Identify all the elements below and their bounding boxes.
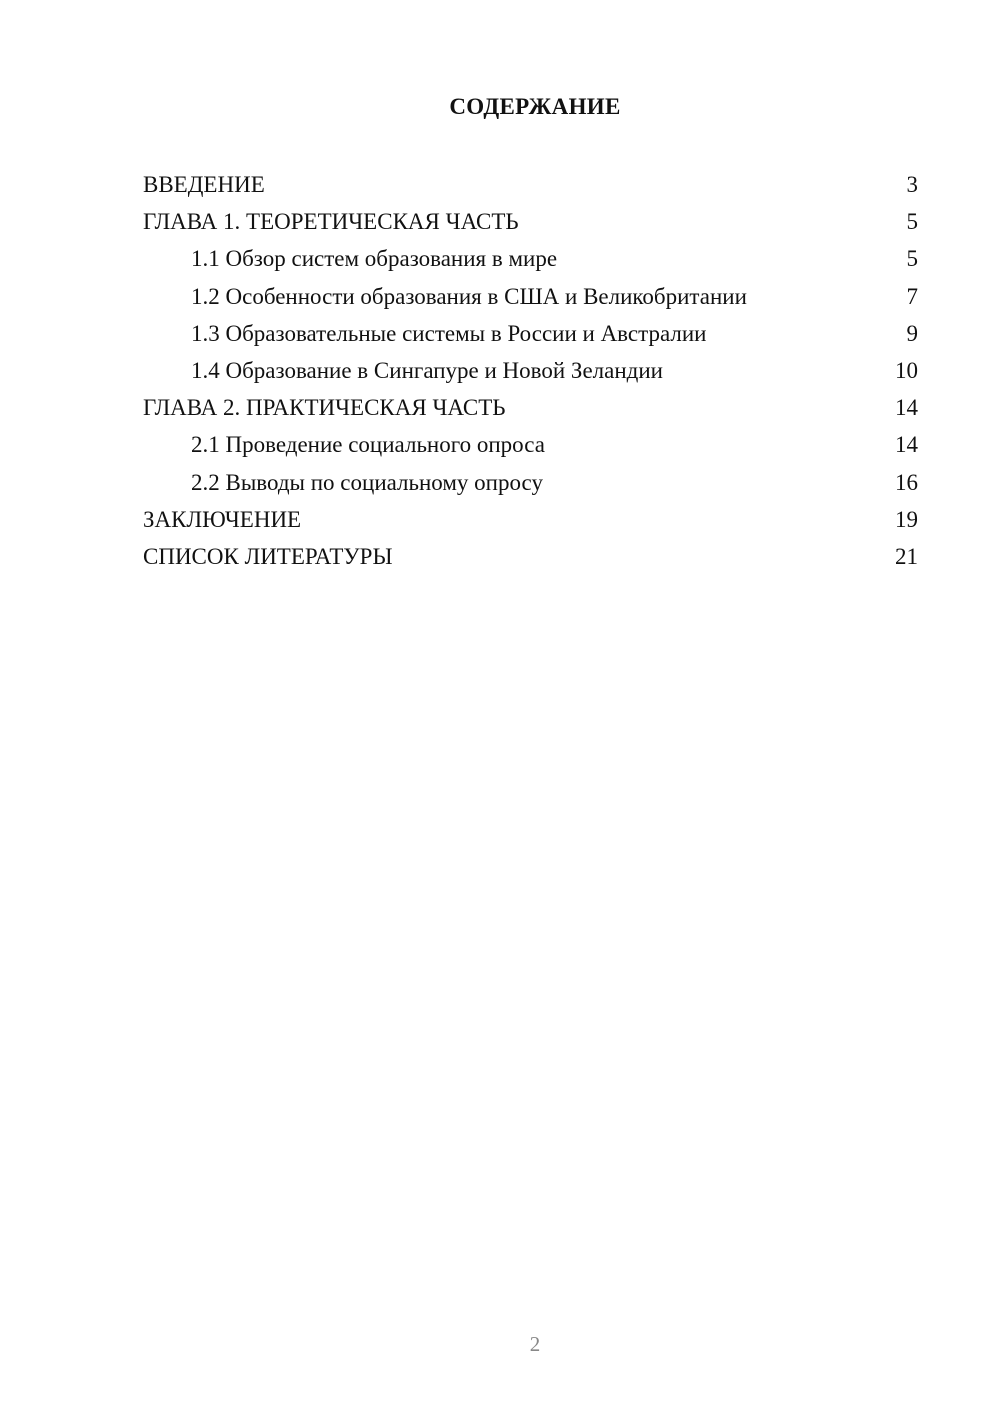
toc-entry-page: 7 <box>906 283 918 309</box>
toc-entry-label: 1.2 Особенности образования в США и Великобритании <box>191 283 747 309</box>
table-of-contents <box>143 166 918 575</box>
toc-entry-label: 1.1 Обзор систем образования в мире <box>191 246 558 272</box>
toc-entry-page: 14 <box>895 432 918 458</box>
toc-entry-page: 10 <box>895 357 918 383</box>
toc-entry-section-1-2[interactable] <box>143 278 918 315</box>
toc-entry-label: 1.4 Образование в Сингапуре и Новой Зеландии <box>191 357 663 383</box>
toc-entry-label: 2.2 Выводы по социальному опросу <box>191 469 543 495</box>
toc-entry-label: ВВЕДЕНИЕ <box>143 172 265 197</box>
toc-entry-page: 14 <box>895 395 918 421</box>
toc-entry-label: 2.1 Проведение социального опроса <box>191 432 545 458</box>
toc-entry-chapter-1[interactable] <box>143 203 918 240</box>
toc-entry-introduction[interactable] <box>143 166 918 203</box>
toc-entry-page: 16 <box>895 469 918 495</box>
toc-entry-page: 21 <box>895 543 918 569</box>
toc-entry-page: 19 <box>895 506 918 532</box>
toc-entry-label: ГЛАВА 1. ТЕОРЕТИЧЕСКАЯ ЧАСТЬ <box>143 209 519 235</box>
toc-title: СОДЕРЖАНИЕ <box>449 94 621 119</box>
toc-entry-label: ЗАКЛЮЧЕНИЕ <box>143 506 302 532</box>
toc-entry-section-1-4[interactable] <box>143 352 918 389</box>
toc-entry-page: 5 <box>906 246 918 272</box>
toc-entry-conclusion[interactable] <box>143 501 918 538</box>
toc-entry-chapter-2[interactable] <box>143 389 918 426</box>
page-number: 2 <box>529 1332 541 1356</box>
toc-entry-label: ГЛАВА 2. ПРАКТИЧЕСКАЯ ЧАСТЬ <box>143 395 506 421</box>
toc-entry-section-2-1[interactable] <box>143 426 918 463</box>
toc-entry-section-1-3[interactable] <box>143 315 918 352</box>
toc-entry-references[interactable] <box>143 538 918 575</box>
toc-entry-section-2-2[interactable] <box>143 464 918 501</box>
toc-entry-page: 9 <box>906 320 918 346</box>
toc-entry-page: 3 <box>906 172 918 197</box>
toc-entry-label: 1.3 Образовательные системы в России и Австралии <box>191 320 707 346</box>
toc-entry-label: СПИСОК ЛИТЕРАТУРЫ <box>143 543 393 569</box>
toc-entry-page: 5 <box>906 209 918 235</box>
toc-entry-section-1-1[interactable] <box>143 240 918 277</box>
